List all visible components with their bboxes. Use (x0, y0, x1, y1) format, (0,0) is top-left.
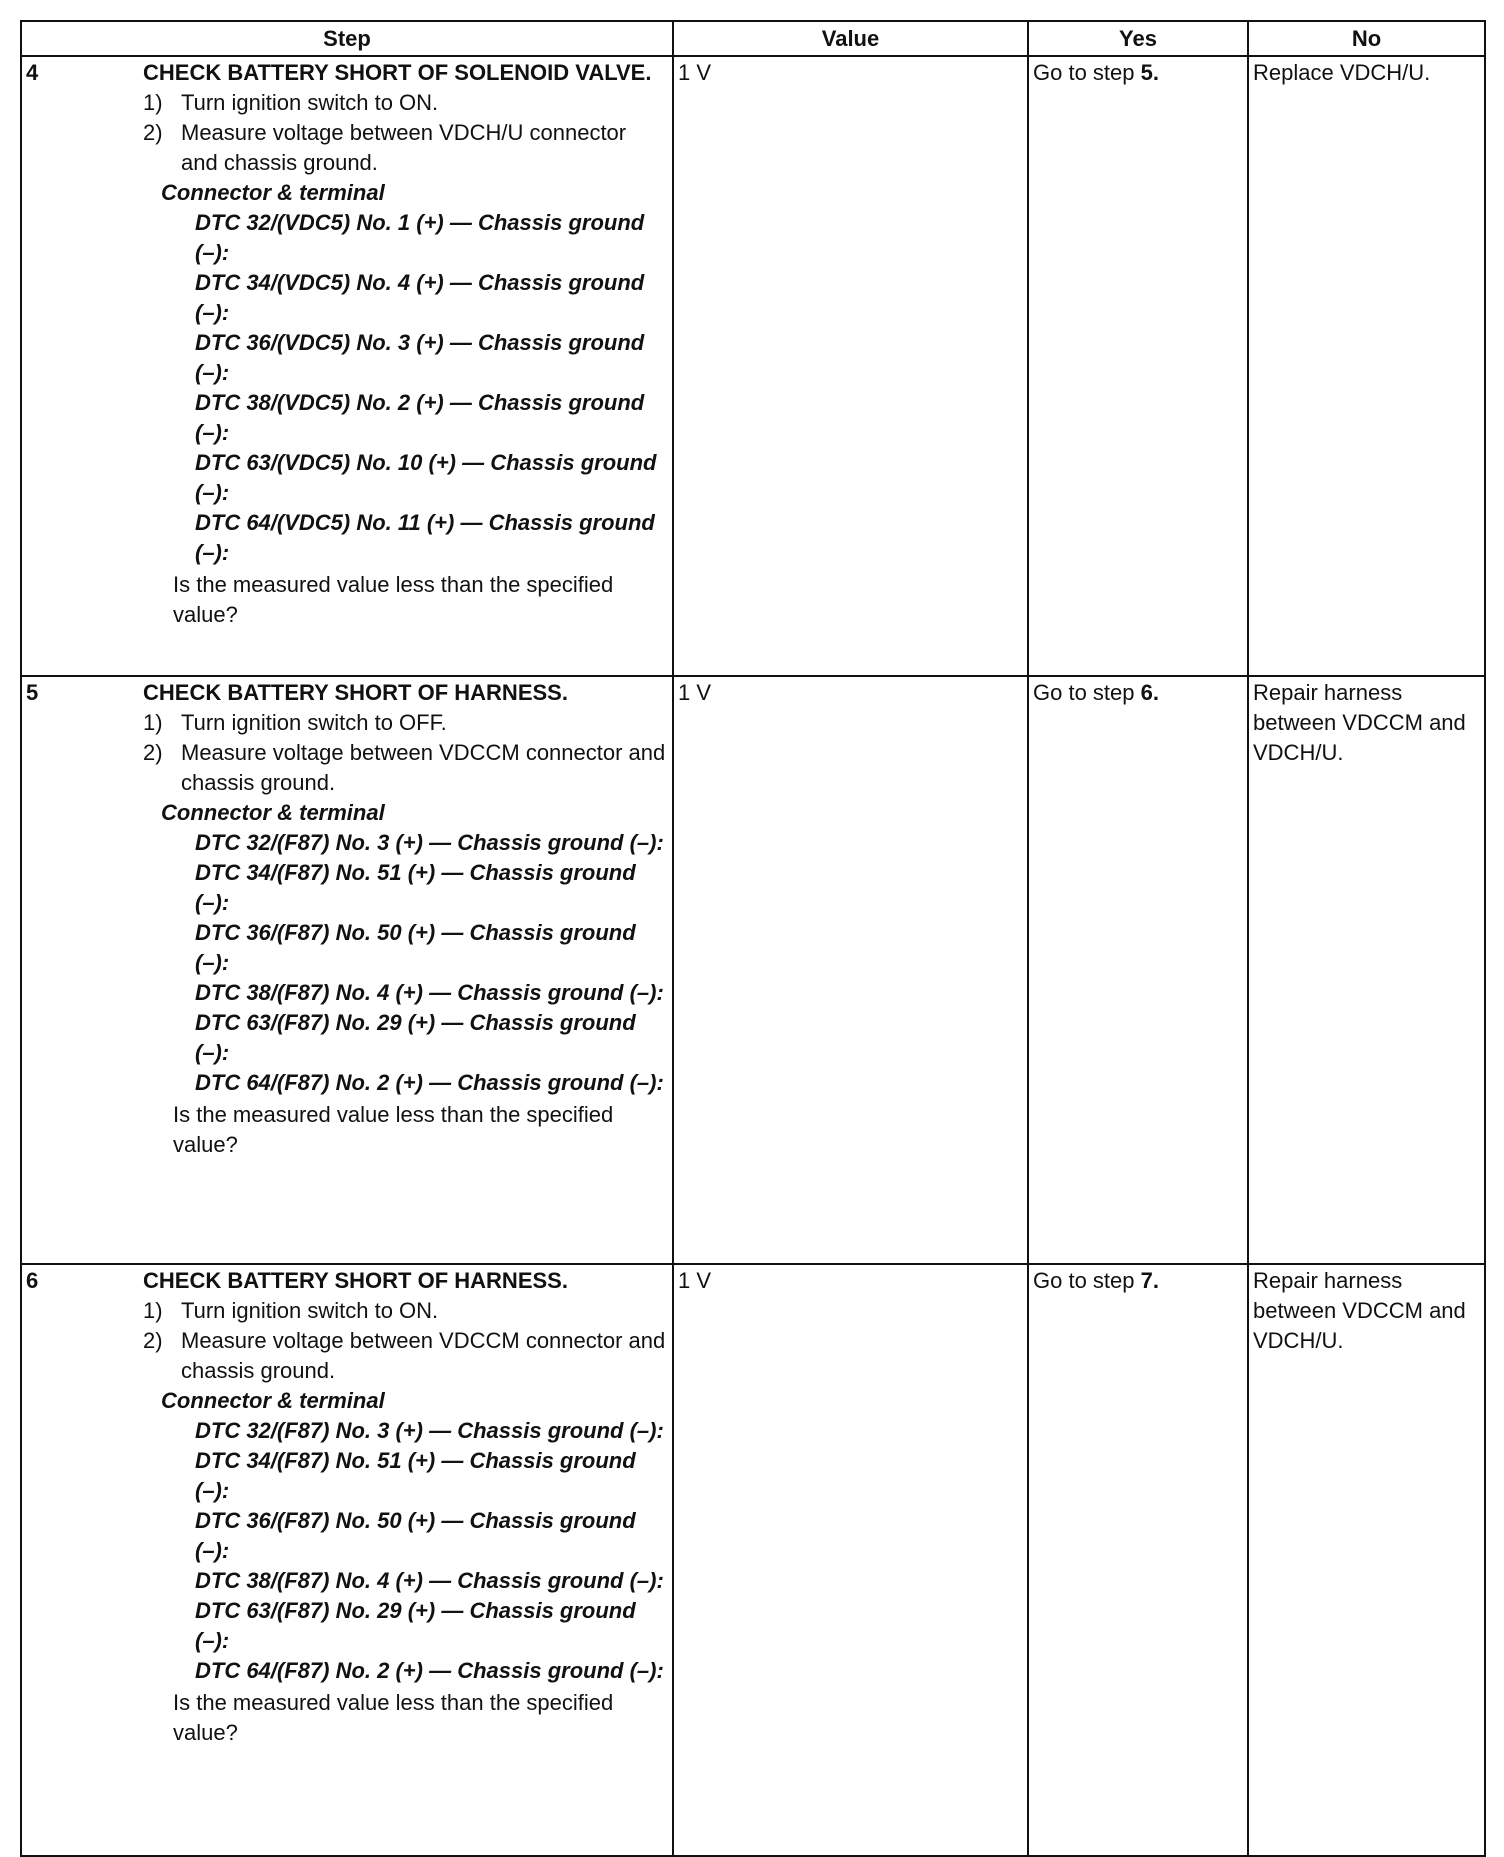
header-yes: Yes (1028, 21, 1248, 56)
dtc-line: DTC 34/(F87) No. 51 (+) — Chassis ground (–): (195, 1448, 636, 1503)
step-title: CHECK BATTERY SHORT OF HARNESS. (143, 680, 568, 705)
dtc-line: DTC 38/(F87) No. 4 (+) — Chassis ground (–): (195, 980, 664, 1005)
value-cell: 1 V (673, 676, 1028, 1264)
substep-text: Turn ignition switch to ON. (181, 90, 439, 115)
dtc-line: DTC 32/(VDC5) No. 1 (+) — Chassis ground (–): (195, 210, 645, 265)
yes-step-number: 7. (1140, 1268, 1159, 1293)
yes-text: Go to step (1033, 1268, 1141, 1293)
step-body (143, 678, 668, 1160)
substep-item (143, 1326, 668, 1386)
step-cell (21, 56, 673, 676)
dtc-line: DTC 36/(F87) No. 50 (+) — Chassis ground (–): (195, 920, 636, 975)
check-question: Is the measured value less than the specified value? (173, 572, 614, 627)
page (20, 20, 1484, 1857)
step-title: CHECK BATTERY SHORT OF HARNESS. (143, 1268, 568, 1293)
substep-marker: 1) (143, 90, 163, 115)
yes-step-number: 6. (1140, 680, 1159, 705)
yes-text: Go to step (1033, 680, 1141, 705)
dtc-line: DTC 34/(VDC5) No. 4 (+) — Chassis ground (–): (195, 270, 645, 325)
step-number: 4 (26, 60, 39, 85)
substep-marker: 1) (143, 710, 163, 735)
no-cell: Repair harness between VDCCM and VDCH/U. (1248, 676, 1485, 1264)
no-cell: Replace VDCH/U. (1248, 56, 1485, 676)
dtc-line: DTC 32/(F87) No. 3 (+) — Chassis ground (–): (195, 830, 664, 855)
substep-item (143, 738, 668, 798)
substep-marker: 2) (143, 1328, 163, 1353)
header-row (21, 21, 1485, 56)
dtc-line: DTC 32/(F87) No. 3 (+) — Chassis ground (–): (195, 1418, 664, 1443)
substep-list (143, 1296, 668, 1386)
connector-terminal-title: Connector & terminal (161, 1388, 385, 1413)
substep-list (143, 88, 668, 178)
substep-item (143, 118, 668, 178)
substep-item (143, 1296, 668, 1326)
substep-item (143, 708, 668, 738)
substep-text: Turn ignition switch to OFF. (181, 710, 447, 735)
table-row (21, 56, 1485, 676)
substep-list (143, 708, 668, 798)
substep-marker: 1) (143, 1298, 163, 1323)
step-title: CHECK BATTERY SHORT OF SOLENOID VALVE. (143, 60, 652, 85)
step-number: 5 (26, 680, 39, 705)
header-step: Step (21, 21, 673, 56)
dtc-line: DTC 34/(F87) No. 51 (+) — Chassis ground (–): (195, 860, 636, 915)
dtc-line: DTC 36/(F87) No. 50 (+) — Chassis ground (–): (195, 1508, 636, 1563)
dtc-line: DTC 64/(F87) No. 2 (+) — Chassis ground (–): (195, 1070, 664, 1095)
substep-item (143, 88, 668, 118)
diagnostic-table (20, 20, 1486, 1857)
yes-text: Go to step (1033, 60, 1141, 85)
check-question: Is the measured value less than the specified value? (173, 1102, 614, 1157)
yes-cell (1028, 676, 1248, 1264)
dtc-line: DTC 63/(F87) No. 29 (+) — Chassis ground (–): (195, 1010, 636, 1065)
substep-text: Measure voltage between VDCCM connector and chassis ground. (181, 1328, 666, 1383)
dtc-line: DTC 38/(F87) No. 4 (+) — Chassis ground (–): (195, 1568, 664, 1593)
value-cell: 1 V (673, 56, 1028, 676)
substep-text: Measure voltage between VDCH/U connector and chassis ground. (181, 120, 627, 175)
step-body (143, 58, 668, 630)
step-body (143, 1266, 668, 1748)
header-no: No (1248, 21, 1485, 56)
value-cell: 1 V (673, 1264, 1028, 1856)
substep-marker: 2) (143, 120, 163, 145)
substep-text: Turn ignition switch to ON. (181, 1298, 439, 1323)
table-row (21, 676, 1485, 1264)
step-cell (21, 676, 673, 1264)
substep-marker: 2) (143, 740, 163, 765)
check-question: Is the measured value less than the specified value? (173, 1690, 614, 1745)
connector-terminal-title: Connector & terminal (161, 180, 385, 205)
dtc-line: DTC 64/(F87) No. 2 (+) — Chassis ground (–): (195, 1658, 664, 1683)
no-cell: Repair harness between VDCCM and VDCH/U. (1248, 1264, 1485, 1856)
dtc-line: DTC 63/(F87) No. 29 (+) — Chassis ground (–): (195, 1598, 636, 1653)
yes-cell (1028, 1264, 1248, 1856)
dtc-line: DTC 36/(VDC5) No. 3 (+) — Chassis ground (–): (195, 330, 645, 385)
step-cell (21, 1264, 673, 1856)
substep-text: Measure voltage between VDCCM connector and chassis ground. (181, 740, 666, 795)
dtc-line: DTC 64/(VDC5) No. 11 (+) — Chassis ground (–): (195, 510, 655, 565)
header-value: Value (673, 21, 1028, 56)
yes-step-number: 5. (1140, 60, 1159, 85)
yes-cell (1028, 56, 1248, 676)
dtc-line: DTC 38/(VDC5) No. 2 (+) — Chassis ground (–): (195, 390, 645, 445)
step-number: 6 (26, 1268, 39, 1293)
table-row (21, 1264, 1485, 1856)
connector-terminal-title: Connector & terminal (161, 800, 385, 825)
dtc-line: DTC 63/(VDC5) No. 10 (+) — Chassis ground (–): (195, 450, 657, 505)
